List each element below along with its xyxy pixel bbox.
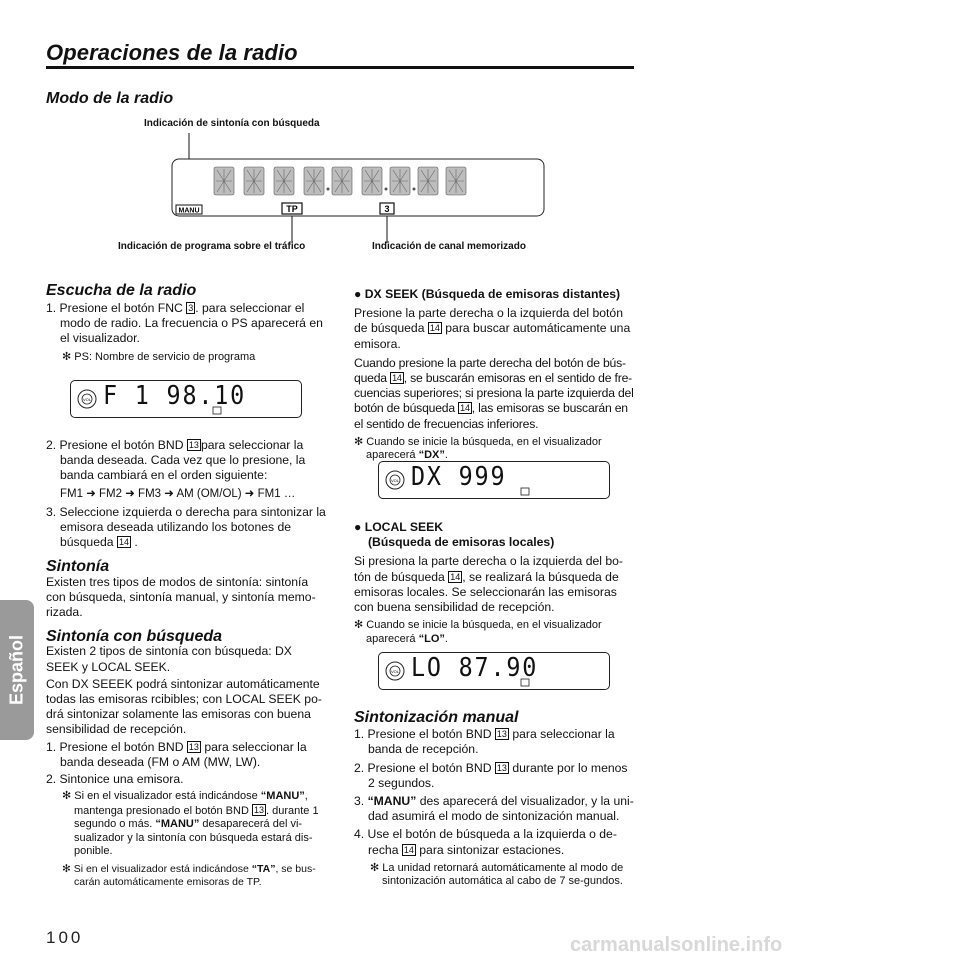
- modo-heading: Modo de la radio: [46, 90, 174, 107]
- manu-indicator: MANU: [178, 207, 200, 215]
- tp-indicator: TP: [286, 204, 298, 214]
- seek-key-5: 14: [450, 571, 461, 582]
- sintonia-text: Existen tres tipos de modos de sintonía: sintonía con búsqueda, sintonía manual, y sintonía memo-rizada.: [46, 574, 316, 620]
- seek-key-4: 14: [460, 403, 470, 414]
- escucha-heading: Escucha de la radio: [46, 282, 197, 299]
- label-canal: Indicación de canal memorizado: [372, 241, 526, 252]
- channel-indicator: 3: [384, 204, 390, 214]
- dx-p2: Cuando presione la parte derecha del botón de bús-queda 14 , se buscarán emisoras en el sentido de fre-cuencias superiores; si presiona la parte izquierda del botón de búsqueda 14 , las emisoras se buscarán en el sentido de frecuencias inferiores.: [354, 355, 634, 431]
- busqueda-p1: Existen 2 tipos de sintonía con búsqueda: DX SEEK y LOCAL SEEK.: [46, 644, 292, 674]
- local-p1: Si presiona la parte derecha o la izquierda del bo-tón de búsqueda 14 , se realizará la búsqueda de emisoras locales. Se seleccionarán las emisoras con buena sensibilidad de recepción.: [354, 554, 623, 615]
- fnc-key: 3: [188, 303, 194, 313]
- language-tab: [0, 600, 34, 740]
- dx-section: [354, 287, 634, 463]
- manual-step-2: 2. Presione el botón BND 13 durante por lo menos 2 segundos.: [354, 760, 628, 790]
- local-heading-1: ● LOCAL SEEK: [354, 520, 444, 534]
- svg-text:VOL: VOL: [82, 397, 92, 402]
- page-title: Operaciones de la radio: [46, 40, 298, 65]
- busqueda-p2: Con DX SEEEK podrá sintonizar automáticamente todas las emisoras rcibibles; con LOCAL SEEK po-drá sintonizar solamente las emisoras con buena sensibilidad de recepción.: [46, 676, 322, 737]
- bnd-key-5: 13: [496, 762, 507, 773]
- svg-text:VOL: VOL: [390, 478, 400, 483]
- escucha-step-2: 2. Presione el botón BND 13 para seleccionar la banda deseada. Cada vez que lo presione, la banda cambiará en el orden siguiente:: [46, 438, 306, 483]
- escucha-rest: [46, 438, 326, 890]
- manual-step-4: 4. Use el botón de búsqueda a la izquierda o de-recha 14 para sintonizar estaciones.: [354, 827, 617, 857]
- lcd-f1: [70, 380, 302, 418]
- seek-key: 14: [118, 537, 129, 548]
- dx-note: ✻ Cuando se inicie la búsqueda, en el visualizador aparecerá “DX”.: [354, 435, 602, 462]
- dx-p1: Presione la parte derecha o la izquierda del botón de búsqueda 14 para buscar automáticamente una emisora.: [354, 306, 631, 351]
- local-heading-2: (Búsqueda de emisoras locales): [368, 535, 555, 550]
- svg-text:VOL: VOL: [390, 669, 400, 674]
- language-tab-label: Español: [6, 634, 27, 706]
- busqueda-heading: Sintonía con búsqueda: [46, 628, 223, 646]
- manual-step-3: 3. “MANU” des aparecerá del visualizador, y la uni-dad asumirá el modo de sintonización manual.: [354, 794, 634, 824]
- manual-section: [354, 710, 634, 889]
- bnd-key-4: 13: [496, 729, 507, 740]
- manual-note: ✻ La unidad retornará automáticamente al modo de sintonización automática al cabo de 7 se-gundos.: [370, 861, 624, 888]
- left-column: [46, 282, 326, 364]
- sintonia-heading: Sintonía: [46, 558, 110, 576]
- lcd-lo: [378, 652, 610, 690]
- seek-key-2: 14: [429, 323, 440, 334]
- lcd-f1-text: F 1 98.10: [103, 381, 247, 411]
- escucha-step-3: 3. Seleccione izquierda o derecha para sintonizar la emisora deseada utilizando los botones de búsqueda 14 .: [46, 504, 326, 550]
- seek-key-3: 14: [392, 373, 402, 384]
- bnd-key-3: 13: [253, 804, 264, 815]
- escucha-step-1: 1. Presione el botón FNC 3 . para seleccionar el modo de radio. La frecuencia o PS aparecerá en el visualizador.: [46, 301, 323, 346]
- label-trafico: Indicación de programa sobre el tráfico: [118, 241, 306, 252]
- lcd-dx: [378, 461, 610, 499]
- band-sequence: FM1 ➜ FM2 ➜ FM3 ➜ AM (OM/OL) ➜ FM1 …: [60, 487, 296, 500]
- busqueda-step-2: 2. Sintonice una emisora.: [46, 772, 184, 787]
- dx-heading: ● DX SEEK (Búsqueda de emisoras distantes): [354, 287, 621, 301]
- watermark: carmanualsonline.info: [570, 934, 783, 956]
- label-busqueda: Indicación de sintonía con búsqueda: [144, 118, 320, 129]
- bnd-key: 13: [188, 440, 199, 450]
- lcd-dx-text: DX 999: [411, 462, 507, 492]
- seek-key-6: 14: [403, 844, 414, 855]
- bnd-key-2: 13: [188, 741, 199, 752]
- page-number: 100: [46, 928, 84, 947]
- busqueda-note-2: ✻ Si en el visualizador está indicándose “TA”, se bus-carán automáticamente emisoras de TP.: [62, 862, 316, 889]
- manual-step-1: 1. Presione el botón BND 13 para seleccionar la banda de recepción.: [354, 727, 615, 757]
- local-note: ✻ Cuando se inicie la búsqueda, en el visualizador aparecerá “LO”.: [354, 619, 602, 645]
- manual-heading: Sintonización manual: [354, 709, 519, 726]
- ps-note: ✻ PS: Nombre de servicio de programa: [62, 350, 256, 363]
- busqueda-step-1: 1. Presione el botón BND 13 para seleccionar la banda deseada (FM o AM (MW, LW).: [46, 739, 307, 769]
- busqueda-note-1: ✻ Si en el visualizador está indicándose “MANU”, mantenga presionado el botón BND 13 . durante 1 segundo o más. “MANU” desaparecerá del vi-sualizador y la sintonía con búsqueda estará dis-ponible.: [62, 790, 319, 858]
- title-rule: [46, 66, 634, 69]
- lcd-lo-text: LO 87.90: [411, 653, 539, 683]
- local-section: [354, 520, 634, 646]
